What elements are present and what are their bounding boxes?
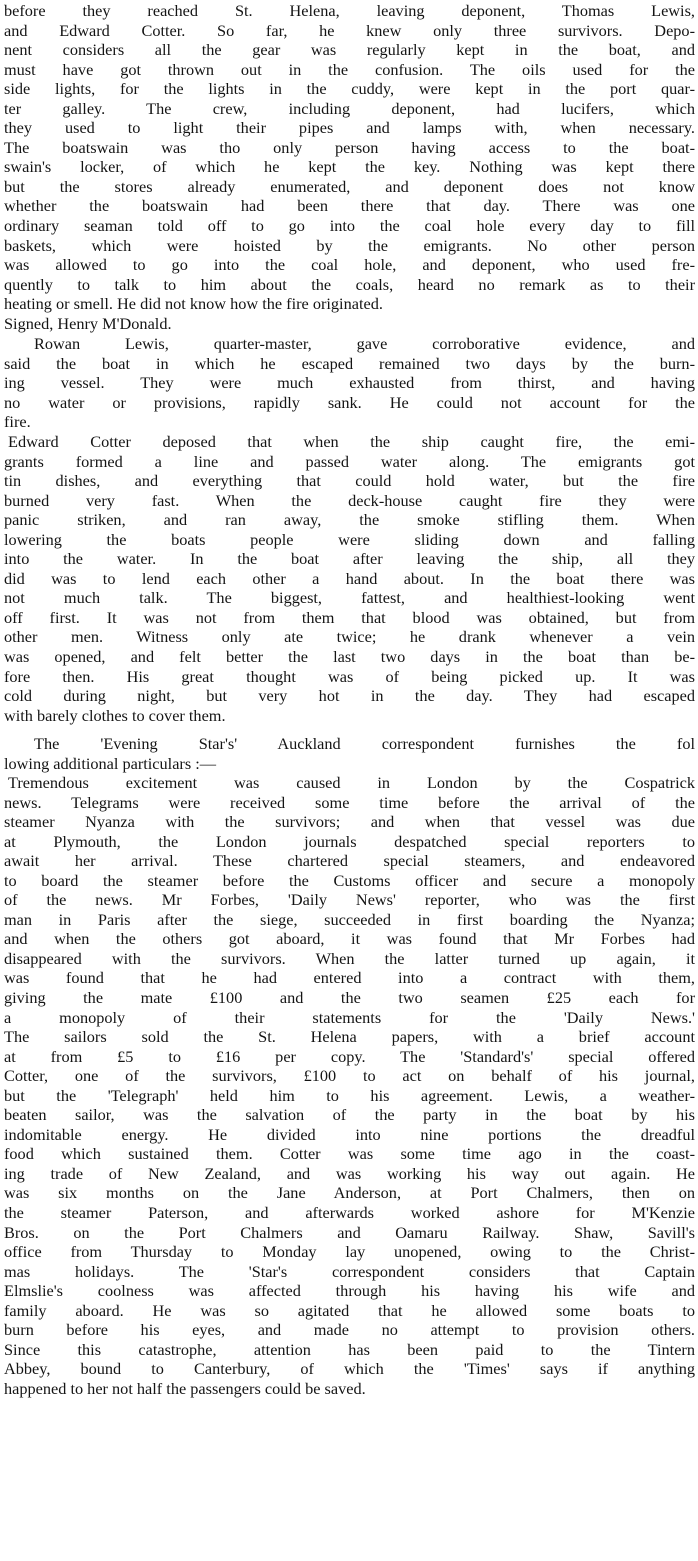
text-line: Bros. on the Port Chalmers and Oamaru Railway. Shaw, Savill's [4,1222,695,1242]
text-line: Elmslie's coolness was affected through his having his wife and [4,1281,695,1301]
text-line: Rowan Lewis, quarter-master, gave corroborative evidence, and [34,334,695,353]
text-line: food which sustained them. Cotter was some time ago in the coast- [4,1144,695,1164]
text-line: family aboard. He was so agitated that he allowed some boats to [4,1300,695,1320]
text-line: burn before his eyes, and made no attempt to provision others. [4,1320,695,1340]
text-line: whether the boatswain had been there that day. There was one [4,196,695,216]
text-line: lowing additional particulars :— [4,753,217,773]
text-line: before they reached St. Helena, leaving deponent, Thomas Lewis, [4,1,695,20]
text-line: but the 'Telegraph' held him to his agreement. Lewis, a weather- [4,1085,695,1105]
text-line: ter galley. The crew, including deponent, had lucifers, which [4,98,695,118]
text-line: ing trade of New Zealand, and was working his way out again. He [4,1163,695,1183]
text-line: a monopoly of their statements for the 'Daily News.' [4,1007,695,1027]
text-line: panic striken, and ran away, the smoke stifling them. When [4,510,695,530]
text-line: but the stores already enumerated, and deponent does not know [4,176,695,196]
text-line: other men. Witness only ate twice; he drank whenever a vein [4,627,695,647]
text-line: with barely clothes to cover them. [4,705,226,725]
text-line: Cotter, one of the survivors, £100 to act on behalf of his journal, [4,1066,695,1086]
text-line: side lights, for the lights in the cuddy, were kept in the port quar- [4,79,695,99]
paragraph-edward-cotter [0,432,698,725]
text-line: Signed, Henry M'Donald. [4,313,172,333]
paragraph-tremendous-excitement [0,773,698,1399]
text-line: fore then. His great thought was of being picked up. It was [4,666,695,686]
text-line: did was to lend each other a hand about. In the boat there was [4,568,695,588]
text-line: nent considers all the gear was regularly kept in the boat, and [4,40,695,60]
text-line: quently to talk to him about the coals, heard no remark as to their [4,274,695,294]
text-line: lowering the boats people were sliding down and falling [4,529,695,549]
text-line: burned very fast. When the deck-house caught fire they were [4,490,695,510]
text-line: Since this catastrophe, attention has been paid to the Tintern [4,1339,695,1359]
text-line: ordinary seaman told off to go into the coal hole every day to fill [4,216,695,236]
text-line: no water or provisions, rapidly sank. He could not account for the [4,392,695,412]
text-line: was found that he had entered into a contract with them, [4,968,695,988]
text-line: grants formed a line and passed water along. The emigrants got [4,451,695,471]
text-line: said the boat in which he escaped remained two days by the burn- [4,353,695,373]
text-line: was opened, and felt better the last two days in the boat than be- [4,647,695,667]
text-line: fire. [4,412,31,432]
text-line: happened to her not half the passengers could be saved. [4,1378,366,1398]
paragraph-rowan-lewis [0,334,698,432]
paragraph-evening-star-intro [0,734,698,773]
text-line: news. Telegrams were received some time before the arrival of the [4,792,695,812]
paragraph-deponent-continued [0,1,698,333]
text-line: at Plymouth, the London journals despatched special reporters to [4,831,695,851]
text-line: ing vessel. They were much exhausted from thirst, and having [4,373,695,393]
text-line: await her arrival. These chartered special steamers, and endeavored [4,851,695,871]
text-line: tin dishes, and everything that could hold water, but the fire [4,471,695,491]
text-line: beaten sailor, was the salvation of the party in the boat by his [4,1105,695,1125]
text-line: giving the mate £100 and the two seamen £25 each for [4,988,695,1008]
text-line: they used to light their pipes and lamps with, when necessary. [4,118,695,138]
text-line: was allowed to go into the coal hole, and deponent, who used fre- [4,255,695,275]
text-line: Abbey, bound to Canterbury, of which the 'Times' says if anything [4,1359,695,1379]
text-line: not much talk. The biggest, fattest, and healthiest-looking went [4,588,695,608]
text-line: steamer Nyanza with the survivors; and when that vessel was due [4,812,695,832]
text-line: and Edward Cotter. So far, he knew only three survivors. Depo- [4,20,695,40]
text-line: baskets, which were hoisted by the emigrants. No other person [4,235,695,255]
text-line: office from Thursday to Monday lay unopened, owing to the Christ- [4,1242,695,1262]
text-line: The 'Evening Star's' Auckland correspondent furnishes the fol [34,734,695,753]
text-line: Tremendous excitement was caused in London by the Cospatrick [8,773,695,792]
text-line: heating or smell. He did not know how the fire originated. [4,294,383,314]
text-line: the steamer Paterson, and afterwards worked ashore for M'Kenzie [4,1203,695,1223]
text-line: and when the others got aboard, it was found that Mr Forbes had [4,929,695,949]
text-line: off first. It was not from them that blood was obtained, but from [4,607,695,627]
text-line: The sailors sold the St. Helena papers, with a brief account [4,1027,695,1047]
text-line: at from £5 to £16 per copy. The 'Standard's' special offered [4,1046,695,1066]
text-line: swain's locker, of which he kept the key. Nothing was kept there [4,157,695,177]
text-line: disappeared with the survivors. When the latter turned up again, it [4,948,695,968]
text-line: of the news. Mr Forbes, 'Daily News' reporter, who was the first [4,890,695,910]
text-line: to board the steamer before the Customs officer and secure a monopoly [4,870,695,890]
text-line: man in Paris after the siege, succeeded in first boarding the Nyanza; [4,909,695,929]
text-line: into the water. In the boat after leaving the ship, all they [4,549,695,569]
text-line: was six months on the Jane Anderson, at Port Chalmers, then on [4,1183,695,1203]
text-line: mas holidays. The 'Star's correspondent considers that Captain [4,1261,695,1281]
text-line: The boatswain was tho only person having access to the boat- [4,137,695,157]
text-line: indomitable energy. He divided into nine portions the dreadful [4,1124,695,1144]
text-line: must have got thrown out in the confusion. The oils used for the [4,59,695,79]
text-line: Edward Cotter deposed that when the ship caught fire, the emi- [8,432,695,451]
text-line: cold during night, but very hot in the day. They had escaped [4,686,695,706]
